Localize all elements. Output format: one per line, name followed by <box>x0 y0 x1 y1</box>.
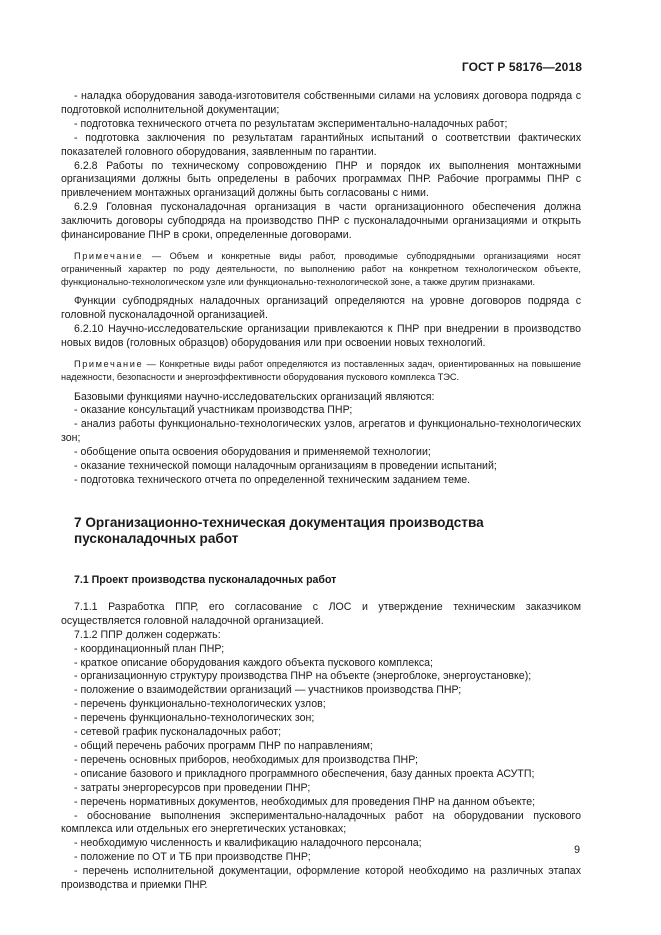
paragraph: - наладка оборудования завода-изготовителя собственными силами на условиях договора подряда с подготовкой исполнительной документации; <box>61 90 581 116</box>
page-number: 9 <box>574 844 580 856</box>
note <box>61 358 581 384</box>
list-item: - описание базового и прикладного программного обеспечения, базу данных проекта АСУТП; <box>74 767 535 780</box>
subsection-heading: 7.1 Проект производства пусконаладочных работ <box>74 573 337 586</box>
list-item: - обобщение опыта освоения оборудования и применяемой технологии; <box>74 446 431 459</box>
list-item: - перечень функционально-технологических узлов; <box>74 698 326 711</box>
note-label: Примечание <box>74 358 144 369</box>
list-item: - сетевой график пусконаладочных работ; <box>74 726 282 739</box>
list-item: - положение по ОТ и ТБ при производстве ПНР; <box>74 851 311 864</box>
list-item: - необходимую численность и квалификацию наладочного персонала; <box>74 837 422 850</box>
list-item: - оказание консультаций участникам производства ПНР; <box>74 404 353 417</box>
list-item: - общий перечень рабочих программ ПНР по направлениям; <box>74 739 373 752</box>
paragraph: - подготовка технического отчета по результатам экспериментально-наладочных работ; <box>74 117 508 130</box>
note-text: — Объем и конкретные виды работ, проводимые субподрядными организациями носят ограниченный характер по роду деятельности, по выполнению работ на конкретном технологическом объекте, функционально-технологическом узле или функционально-технологической зоне, а также другим признаками. <box>61 250 581 287</box>
list-item: - оказание технической помощи наладочным организациям в проведении испытаний; <box>74 460 497 473</box>
list-item: - перечень нормативных документов, необходимых для проведения ПНР на данном объекте; <box>74 795 536 808</box>
list-item: - перечень основных приборов, необходимых для производства ПНР; <box>74 753 418 766</box>
paragraph: Базовыми функциями научно-исследовательских организаций являются: <box>74 390 435 403</box>
list-item: - положение о взаимодействии организаций — участников производства ПНР; <box>74 684 462 697</box>
page-content <box>61 90 581 893</box>
section-heading: 7 Организационно-техническая документация производства пусконаладочных работ <box>74 514 484 547</box>
paragraph: - подготовка заключения по результатам гарантийных испытаний о соответствии фактических показателей головного оборудования, заявленным по гарантии. <box>61 131 581 158</box>
list-item: - перечень исполнительной документации, оформление которой необходимо на различных этапах производства и приемки ПНР. <box>61 865 581 892</box>
list-item: - организационную структуру производства ПНР на объекте (энергоблоке, энергоустановке); <box>74 670 532 683</box>
list-item: - анализ работы функционально-технологических узлов, агрегатов и функционально-технологических зон; <box>61 418 581 445</box>
list-item: - перечень функционально-технологических зон; <box>74 712 315 725</box>
note-text: — Конкретные виды работ определяются из поставленных задач, ориентированных на повышение надежности, безопасности и энергоэффективности оборудования пускового комплекса ТЭС. <box>61 358 581 382</box>
paragraph: Функции субподрядных наладочных организаций определяются на уровне договоров подряда с головной пусконаладочной организацией. <box>61 295 581 322</box>
list-item: - обоснование выполнения экспериментально-наладочных работ на оборудовании пускового комплекса или отдельных его энергетических установках; <box>61 809 581 836</box>
list-item: - подготовка технического отчета по определенной техническим заданием теме. <box>74 474 471 487</box>
document-id: ГОСТ Р 58176—2018 <box>461 60 582 74</box>
list-item: - затраты энергоресурсов при проведении ПНР; <box>74 781 311 794</box>
paragraph: 6.2.9 Головная пусконаладочная организация в части организационного обеспечения должна заключить договоры субподряда на производство ПНР с пусконаладочными организациями и открыть финансирование ПНР в сроки, определенные договорами. <box>61 201 581 242</box>
note <box>61 250 581 288</box>
note-label: Примечание <box>74 250 144 261</box>
list-item: - координационный план ПНР; <box>74 642 225 655</box>
paragraph: 7.1.2 ППР должен содержать: <box>74 628 221 641</box>
paragraph: 6.2.8 Работы по техническому сопровождению ПНР и порядок их выполнения монтажными организациями должны быть определены в рабочих программах ПНР. Рабочие программы ПНР с привлечением монтажных организаций должны быть согласованы с ними. <box>61 159 581 200</box>
paragraph: 6.2.10 Научно-исследовательские организации привлекаются к ПНР при внедрении в производство новых видов (головных образцов) оборудования или при освоении новых технологий. <box>61 323 581 350</box>
list-item: - краткое описание оборудования каждого объекта пускового комплекса; <box>74 656 433 669</box>
paragraph: 7.1.1 Разработка ППР, его согласование с ЛОС и утверждение техническим заказчиком осуществляется головной наладочной организацией. <box>61 600 581 627</box>
